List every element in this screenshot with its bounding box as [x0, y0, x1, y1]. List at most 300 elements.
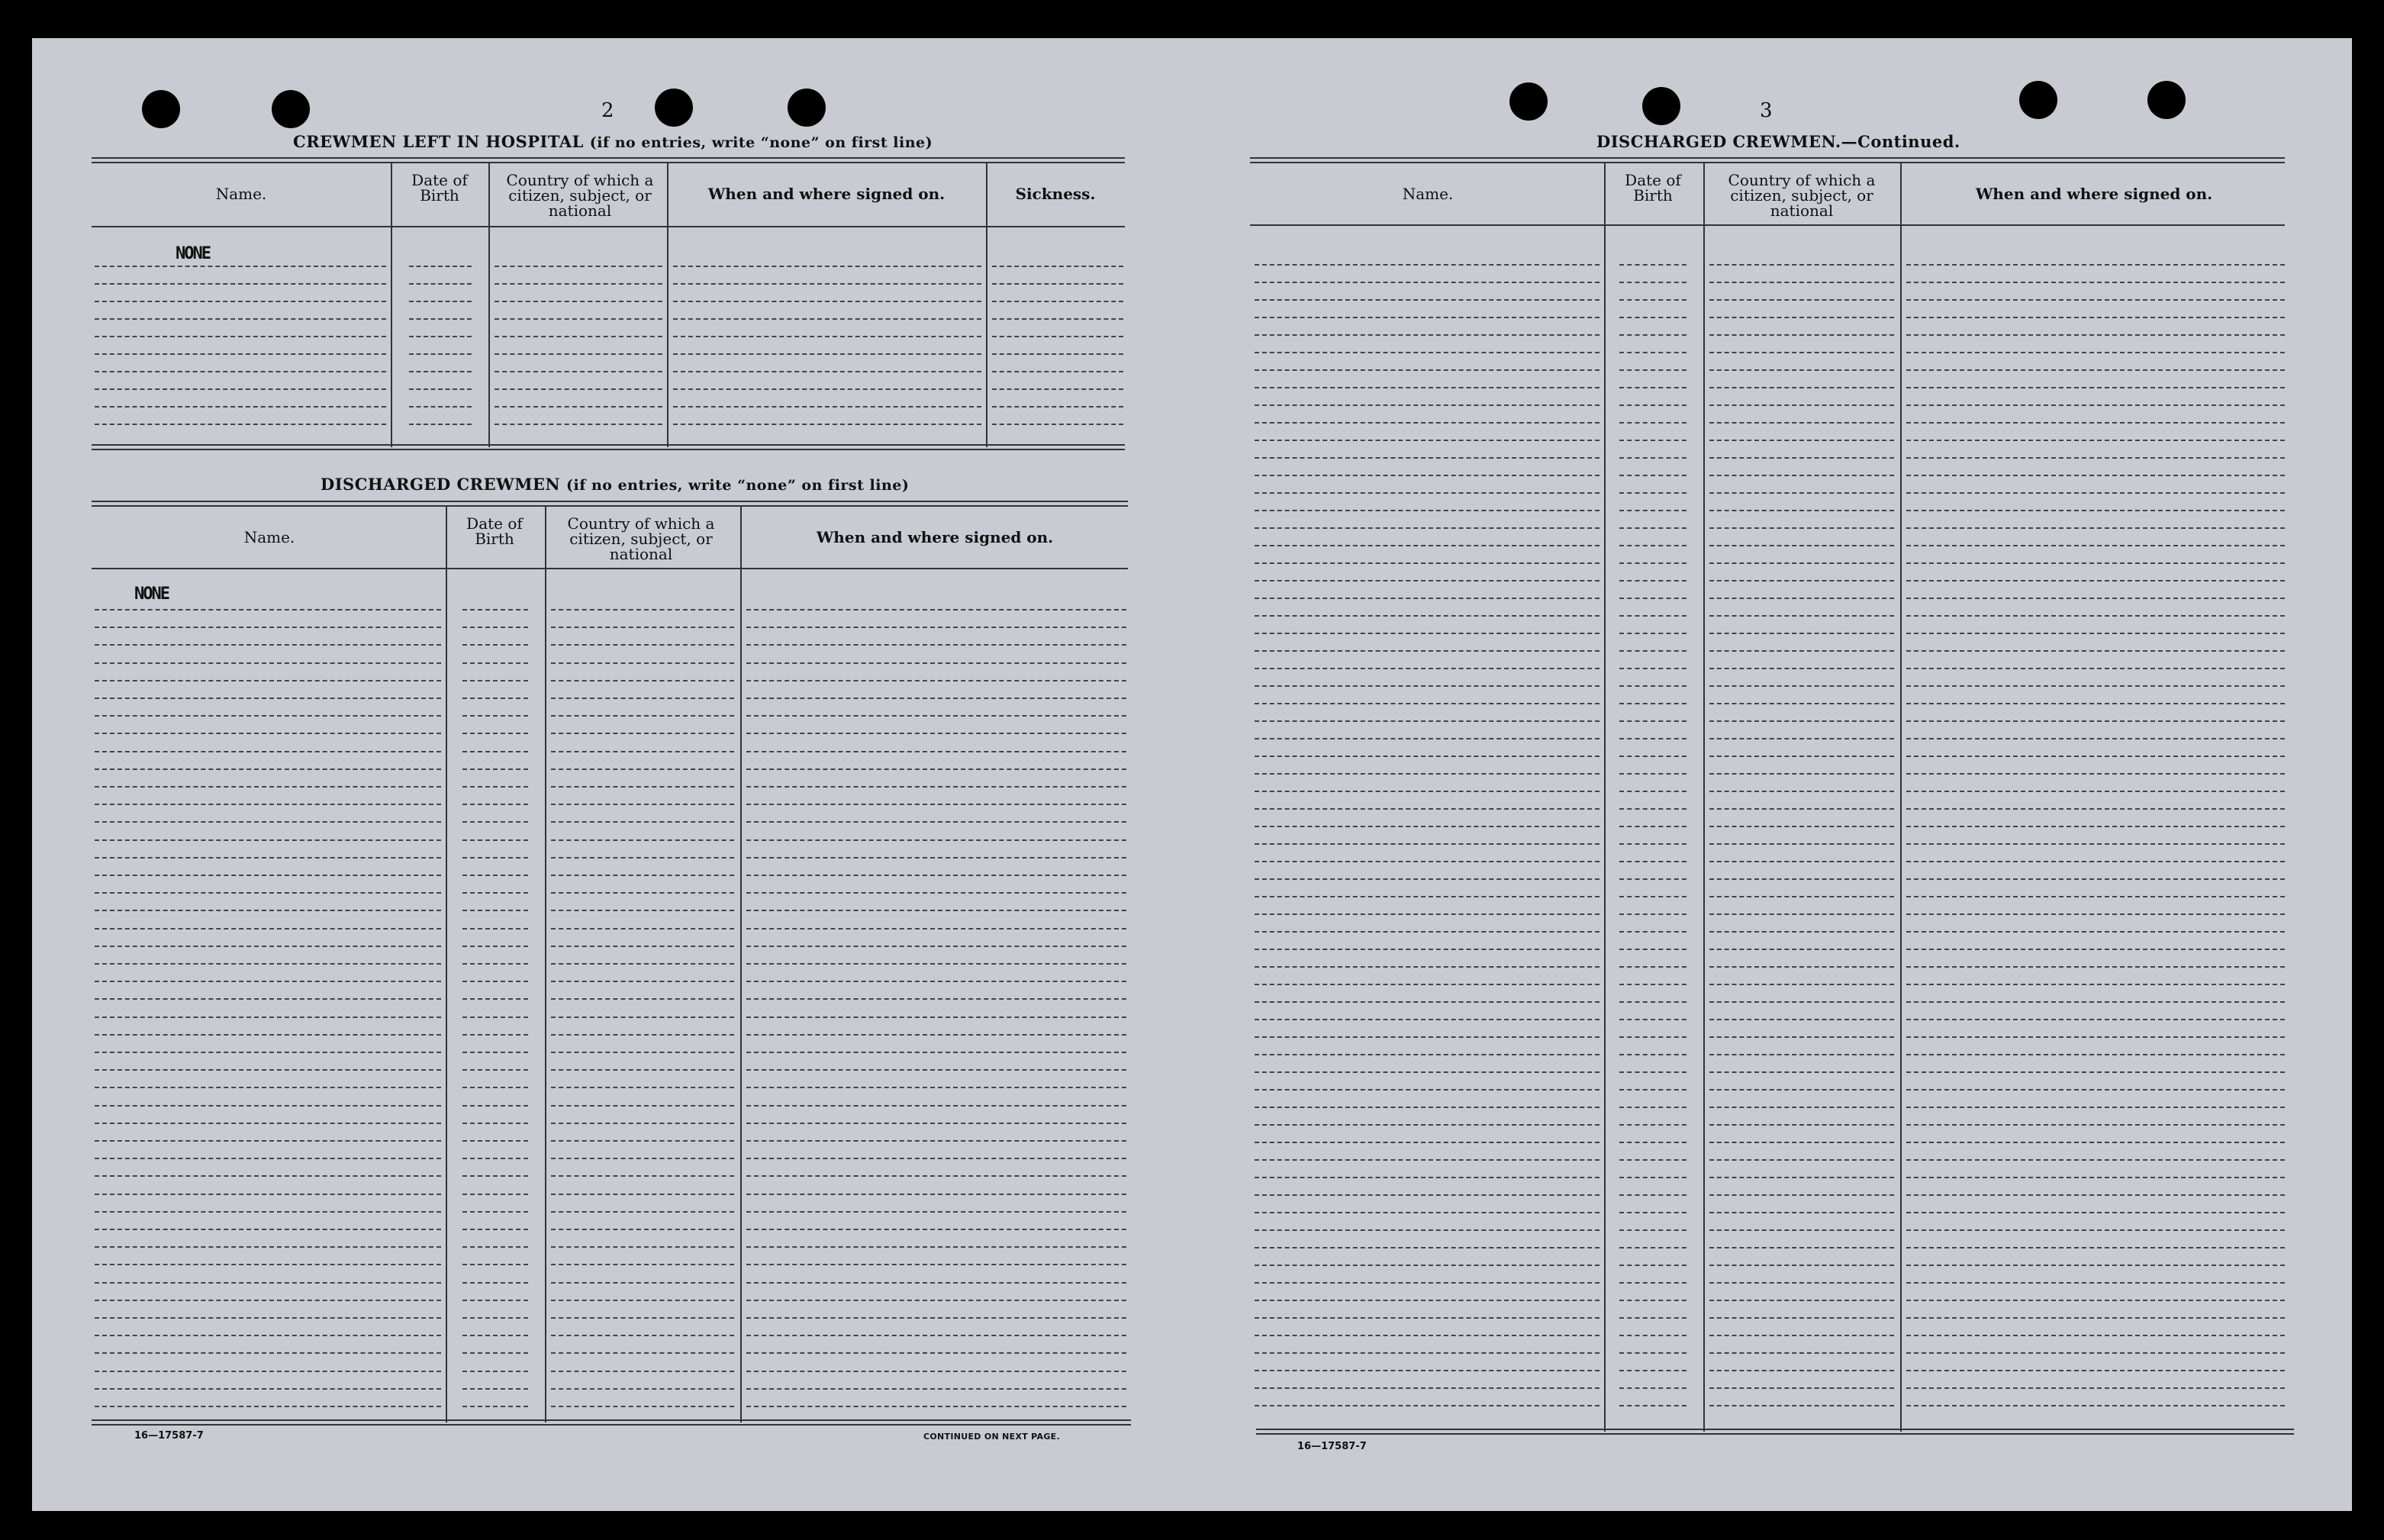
ruled-line	[1906, 1282, 2285, 1284]
ruled-line	[746, 609, 1126, 611]
ruled-line	[95, 1371, 441, 1372]
ruled-line	[1255, 580, 1600, 582]
ruled-line	[495, 301, 662, 302]
ruled-line	[462, 1123, 528, 1124]
ruled-line	[462, 1406, 528, 1407]
ruled-line	[1255, 1054, 1600, 1055]
hospital-col-sickness: Sickness.	[1015, 185, 1096, 203]
ruled-line	[95, 283, 386, 285]
ruled-line	[1906, 580, 2285, 582]
ruled-line	[551, 698, 734, 699]
ruled-line	[1906, 1247, 2285, 1248]
ruled-line	[1709, 527, 1894, 529]
ruled-line	[495, 283, 662, 285]
ruled-line	[1709, 1159, 1894, 1161]
ruled-line	[1255, 1001, 1600, 1003]
ruled-line	[1619, 896, 1687, 897]
ruled-line	[95, 609, 441, 611]
ruled-line	[95, 1211, 441, 1213]
ruled-line	[1709, 1019, 1894, 1020]
column-divider	[1900, 163, 1902, 1432]
ruled-line	[1619, 404, 1687, 406]
ruled-line	[1255, 299, 1600, 301]
ruled-line	[1619, 861, 1687, 862]
ruled-line	[1906, 282, 2285, 283]
ruled-line	[1906, 913, 2285, 915]
ruled-line	[551, 981, 734, 982]
ruled-line	[1709, 1036, 1894, 1038]
ruled-line	[1255, 1370, 1600, 1371]
ruled-line	[1709, 615, 1894, 617]
document-page	[32, 38, 2352, 1511]
hospital-title: CREWMEN LEFT IN HOSPITAL	[293, 132, 584, 151]
ruled-line	[1906, 317, 2285, 318]
ruled-line	[746, 1317, 1126, 1319]
ruled-line	[1619, 1107, 1687, 1108]
ruled-line	[673, 318, 981, 320]
ruled-line	[1255, 545, 1600, 546]
ruled-line	[1906, 475, 2285, 476]
ruled-line	[462, 963, 528, 965]
ruled-line	[95, 804, 441, 805]
right-header-rule	[1250, 224, 2285, 226]
ruled-line	[551, 715, 734, 717]
ruled-line	[1906, 1054, 2285, 1055]
ruled-line	[1255, 404, 1600, 406]
ruled-line	[462, 644, 528, 646]
ruled-line	[462, 1052, 528, 1053]
ruled-line	[551, 1158, 734, 1159]
ruled-line	[1255, 633, 1600, 634]
ruled-line	[1709, 1071, 1894, 1073]
ruled-line	[551, 998, 734, 1000]
ruled-line	[992, 336, 1123, 337]
ruled-line	[746, 627, 1126, 628]
ruled-line	[746, 1016, 1126, 1018]
ruled-line	[1709, 387, 1894, 388]
ruled-line	[1709, 1229, 1894, 1231]
ruled-line	[1709, 685, 1894, 687]
column-divider	[446, 507, 447, 1422]
discharged-bottom-rule	[92, 1419, 1131, 1426]
ruled-line	[1619, 1142, 1687, 1143]
discharged-col-name: Name.	[243, 528, 295, 546]
ruled-line	[992, 266, 1123, 267]
ruled-line	[95, 406, 386, 408]
ruled-line	[551, 1282, 734, 1284]
ruled-line	[1619, 984, 1687, 985]
ruled-line	[1906, 720, 2285, 722]
ruled-line	[95, 1388, 441, 1390]
ruled-line	[1906, 1229, 2285, 1231]
ruled-line	[462, 733, 528, 734]
ruled-line	[746, 981, 1126, 982]
ruled-line	[95, 946, 441, 947]
ruled-line	[992, 283, 1123, 285]
ruled-line	[95, 910, 441, 911]
ruled-line	[462, 892, 528, 894]
ruled-line	[95, 1016, 441, 1018]
ruled-line	[1255, 1159, 1600, 1161]
hospital-section-title	[293, 132, 933, 151]
ruled-line	[1906, 1405, 2285, 1406]
ruled-line	[1906, 878, 2285, 880]
ruled-line	[992, 371, 1123, 372]
ruled-line	[1709, 896, 1894, 897]
punch-hole	[788, 89, 826, 127]
ruled-line	[1906, 650, 2285, 652]
ruled-line	[1255, 475, 1600, 476]
ruled-line	[1906, 738, 2285, 739]
ruled-line	[1255, 756, 1600, 757]
ruled-line	[1906, 1001, 2285, 1003]
ruled-line	[1906, 387, 2285, 388]
ruled-line	[992, 424, 1123, 425]
ruled-line	[495, 371, 662, 372]
ruled-line	[409, 353, 472, 355]
ruled-line	[495, 266, 662, 267]
ruled-line	[95, 875, 441, 876]
ruled-line	[1709, 1194, 1894, 1196]
ruled-line	[1619, 1247, 1687, 1248]
ruled-line	[495, 318, 662, 320]
ruled-line	[551, 1105, 734, 1107]
ruled-line	[551, 1087, 734, 1088]
ruled-line	[551, 751, 734, 752]
ruled-line	[551, 1246, 734, 1248]
ruled-line	[95, 715, 441, 717]
ruled-line	[1619, 843, 1687, 845]
ruled-line	[551, 875, 734, 876]
ruled-line	[1709, 756, 1894, 757]
ruled-line	[1255, 703, 1600, 704]
ruled-line	[1619, 334, 1687, 336]
ruled-line	[1255, 440, 1600, 441]
ruled-line	[462, 1335, 528, 1336]
discharged-top-rule	[92, 501, 1128, 507]
ruled-line	[746, 1335, 1126, 1336]
ruled-line	[1906, 861, 2285, 862]
ruled-line	[1709, 703, 1894, 704]
ruled-line	[551, 786, 734, 788]
ruled-line	[1906, 545, 2285, 546]
ruled-line	[1255, 562, 1600, 564]
ruled-line	[746, 1388, 1126, 1390]
ruled-line	[1906, 966, 2285, 968]
ruled-line	[1255, 1229, 1600, 1231]
ruled-line	[1709, 369, 1894, 371]
ruled-line	[1619, 1282, 1687, 1284]
ruled-line	[1619, 1212, 1687, 1213]
ruled-line	[1255, 966, 1600, 968]
ruled-line	[1255, 264, 1600, 266]
ruled-line	[1709, 1282, 1894, 1284]
ruled-line	[746, 892, 1126, 894]
ruled-line	[95, 1264, 441, 1265]
ruled-line	[462, 981, 528, 982]
ruled-line	[95, 662, 441, 664]
ruled-line	[95, 1105, 441, 1107]
ruled-line	[462, 928, 528, 929]
ruled-line	[1906, 1370, 2285, 1371]
ruled-line	[1619, 545, 1687, 546]
ruled-line	[409, 266, 472, 267]
ruled-line	[1619, 475, 1687, 476]
ruled-line	[1255, 949, 1600, 950]
ruled-line	[95, 1175, 441, 1177]
ruled-line	[95, 981, 441, 982]
ruled-line	[551, 1406, 734, 1407]
ruled-line	[1619, 756, 1687, 757]
ruled-line	[1619, 264, 1687, 266]
ruled-line	[1709, 878, 1894, 880]
ruled-line	[1619, 352, 1687, 353]
ruled-line	[1906, 492, 2285, 494]
ruled-line	[746, 1406, 1126, 1407]
ruled-line	[1906, 1265, 2285, 1266]
ruled-line	[1619, 1265, 1687, 1266]
ruled-line	[746, 1087, 1126, 1088]
ruled-line	[551, 1052, 734, 1053]
ruled-line	[462, 609, 528, 611]
ruled-line	[462, 1300, 528, 1301]
discharged-col-dob: Date of Birth	[466, 514, 523, 548]
ruled-line	[1255, 387, 1600, 388]
ruled-line	[551, 1211, 734, 1213]
ruled-line	[1906, 1019, 2285, 1020]
ruled-line	[95, 627, 441, 628]
ruled-line	[95, 424, 386, 425]
ruled-line	[673, 371, 981, 372]
ruled-line	[551, 733, 734, 734]
ruled-line	[1906, 510, 2285, 511]
ruled-line	[1255, 1177, 1600, 1178]
ruled-line	[551, 1300, 734, 1301]
ruled-line	[1906, 1194, 2285, 1196]
ruled-line	[462, 1211, 528, 1213]
ruled-line	[1709, 1265, 1894, 1266]
ruled-line	[95, 388, 386, 390]
ruled-line	[462, 1317, 528, 1319]
ruled-line	[1906, 1387, 2285, 1389]
ruled-line	[1709, 404, 1894, 406]
ruled-line	[95, 1246, 441, 1248]
ruled-line	[1619, 1352, 1687, 1354]
ruled-line	[1906, 1107, 2285, 1108]
ruled-line	[1709, 1387, 1894, 1389]
ruled-line	[746, 857, 1126, 859]
ruled-line	[1906, 1317, 2285, 1319]
ruled-line	[1255, 1282, 1600, 1284]
ruled-line	[551, 680, 734, 681]
ruled-line	[1906, 1177, 2285, 1178]
ruled-line	[746, 946, 1126, 947]
ruled-line	[1709, 1370, 1894, 1371]
ruled-line	[673, 301, 981, 302]
ruled-line	[551, 627, 734, 628]
ruled-line	[1906, 826, 2285, 827]
ruled-line	[1709, 475, 1894, 476]
ruled-line	[1619, 668, 1687, 669]
ruled-line	[1255, 984, 1600, 985]
ruled-line	[1709, 562, 1894, 564]
ruled-line	[1619, 1387, 1687, 1389]
ruled-line	[95, 266, 386, 267]
ruled-line	[462, 804, 528, 805]
ruled-line	[95, 1087, 441, 1088]
ruled-line	[1709, 282, 1894, 283]
ruled-line	[462, 1194, 528, 1195]
discharged-col-country: Country of which a citizen, subject, or national	[567, 514, 715, 563]
ruled-line	[1709, 1405, 1894, 1406]
ruled-line	[1255, 1405, 1600, 1406]
ruled-line	[1619, 492, 1687, 494]
ruled-line	[462, 768, 528, 770]
ruled-line	[95, 1069, 441, 1071]
ruled-line	[462, 1388, 528, 1390]
ruled-line	[95, 1140, 441, 1142]
hospital-col-country: Country of which a citizen, subject, or national	[506, 171, 654, 220]
ruled-line	[1619, 615, 1687, 617]
ruled-line	[462, 662, 528, 664]
ruled-line	[1255, 1089, 1600, 1091]
ruled-line	[673, 353, 981, 355]
ruled-line	[1906, 299, 2285, 301]
ruled-line	[1906, 773, 2285, 775]
ruled-line	[462, 839, 528, 841]
ruled-line	[746, 733, 1126, 734]
ruled-line	[1709, 843, 1894, 845]
ruled-line	[1255, 615, 1600, 617]
ruled-line	[1709, 492, 1894, 494]
ruled-line	[95, 768, 441, 770]
ruled-line	[746, 1052, 1126, 1053]
ruled-line	[1906, 352, 2285, 353]
ruled-line	[1709, 773, 1894, 775]
ruled-line	[746, 875, 1126, 876]
ruled-line	[1255, 791, 1600, 792]
ruled-line	[992, 406, 1123, 408]
ruled-line	[673, 266, 981, 267]
discharged-continued-title: DISCHARGED CREWMEN.—Continued.	[1596, 132, 1960, 151]
ruled-line	[992, 318, 1123, 320]
hospital-top-rule	[92, 157, 1125, 163]
ruled-line	[1619, 1089, 1687, 1091]
column-divider	[667, 163, 668, 447]
ruled-line	[1906, 422, 2285, 424]
ruled-line	[1619, 299, 1687, 301]
ruled-line	[95, 1158, 441, 1159]
ruled-line	[95, 680, 441, 681]
ruled-line	[1255, 1107, 1600, 1108]
ruled-line	[551, 928, 734, 929]
ruled-line	[551, 1264, 734, 1265]
ruled-line	[746, 715, 1126, 717]
ruled-line	[1906, 1124, 2285, 1126]
ruled-line	[1709, 598, 1894, 599]
ruled-line	[1906, 756, 2285, 757]
ruled-line	[551, 1352, 734, 1354]
ruled-line	[462, 910, 528, 911]
ruled-line	[1906, 633, 2285, 634]
ruled-line	[1709, 720, 1894, 722]
ruled-line	[1709, 650, 1894, 652]
ruled-line	[1709, 422, 1894, 424]
ruled-line	[1619, 650, 1687, 652]
ruled-line	[1906, 264, 2285, 266]
form-number: 16—17587-7	[134, 1430, 204, 1442]
ruled-line	[1255, 1335, 1600, 1336]
ruled-line	[95, 839, 441, 841]
ruled-line	[551, 1335, 734, 1336]
ruled-line	[1255, 808, 1600, 810]
ruled-line	[1619, 1194, 1687, 1196]
form-number: 16—17587-7	[1297, 1441, 1367, 1452]
hospital-col-name: Name.	[215, 185, 267, 203]
ruled-line	[551, 1388, 734, 1390]
ruled-line	[746, 1264, 1126, 1265]
ruled-line	[95, 1229, 441, 1230]
ruled-line	[1255, 861, 1600, 862]
ruled-line	[1255, 1387, 1600, 1389]
ruled-line	[462, 627, 528, 628]
ruled-line	[1906, 457, 2285, 459]
ruled-line	[1906, 1036, 2285, 1038]
ruled-line	[95, 1335, 441, 1336]
ruled-line	[1709, 334, 1894, 336]
ruled-line	[551, 839, 734, 841]
ruled-line	[1619, 826, 1687, 827]
ruled-line	[1619, 1159, 1687, 1161]
ruled-line	[1255, 352, 1600, 353]
ruled-line	[551, 804, 734, 805]
ruled-line	[1619, 949, 1687, 950]
ruled-line	[1709, 580, 1894, 582]
ruled-line	[1709, 1317, 1894, 1319]
ruled-line	[1255, 369, 1600, 371]
ruled-line	[1619, 527, 1687, 529]
ruled-line	[1906, 984, 2285, 985]
ruled-line	[1906, 949, 2285, 950]
punch-hole	[1642, 87, 1680, 125]
ruled-line	[746, 1140, 1126, 1142]
ruled-line	[551, 963, 734, 965]
ruled-line	[1906, 808, 2285, 810]
ruled-line	[462, 1034, 528, 1036]
ruled-line	[746, 804, 1126, 805]
ruled-line	[1709, 668, 1894, 669]
ruled-line	[1619, 1370, 1687, 1371]
ruled-line	[746, 662, 1126, 664]
punch-hole	[2147, 81, 2186, 119]
ruled-line	[746, 1246, 1126, 1248]
hospital-col-signed-on: When and where signed on.	[707, 185, 946, 203]
ruled-line	[1709, 440, 1894, 441]
ruled-line	[551, 1069, 734, 1071]
ruled-line	[1906, 369, 2285, 371]
ruled-line	[1255, 1194, 1600, 1196]
ruled-line	[746, 821, 1126, 823]
ruled-line	[1709, 1177, 1894, 1178]
ruled-line	[95, 1406, 441, 1407]
ruled-line	[1906, 1212, 2285, 1213]
ruled-line	[551, 768, 734, 770]
ruled-line	[1619, 685, 1687, 687]
ruled-line	[1255, 510, 1600, 511]
ruled-line	[409, 406, 472, 408]
ruled-line	[1255, 334, 1600, 336]
ruled-line	[1619, 282, 1687, 283]
